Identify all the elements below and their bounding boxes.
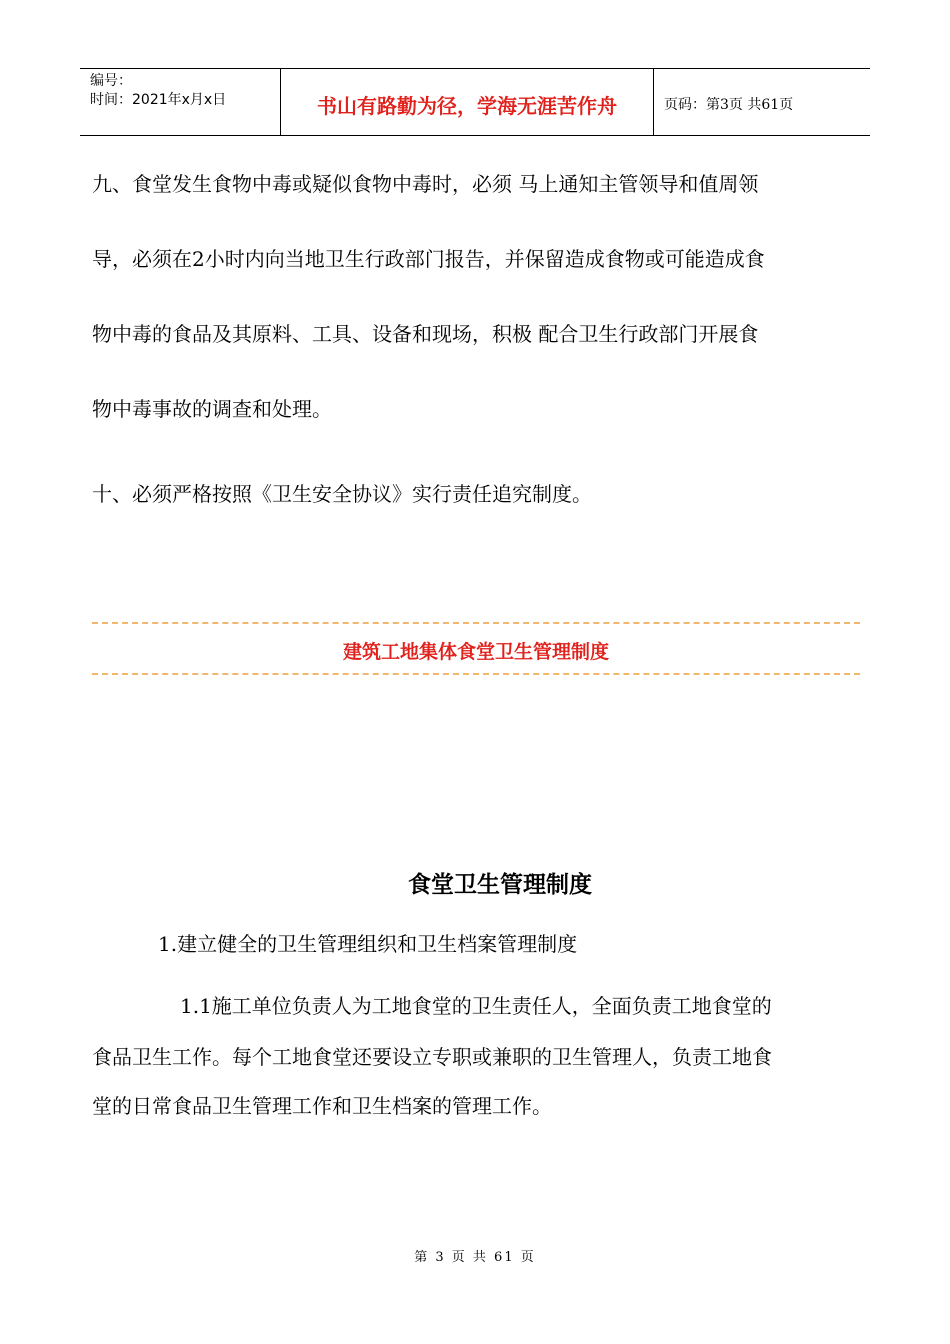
section-divider-top (92, 622, 860, 624)
item9-line3: 物中毒的食品及其原料、工具、设备和现场，积极 配合卫生行政部门开展食 (92, 322, 759, 346)
clause-1-heading: 1.建立健全的卫生管理组织和卫生档案管理制度 (158, 932, 578, 956)
document-number-label: 编号： (90, 73, 132, 89)
page-footer: 第 3 页 共 61 页 (414, 1250, 536, 1265)
item9-line1: 九、食堂发生食物中毒或疑似食物中毒时，必须 马上通知主管领导和值周领 (92, 172, 759, 196)
document-title: 食堂卫生管理制度 (408, 872, 592, 898)
item9-line2: 导，必须在2小时内向当地卫生行政部门报告，并保留造成食物或可能造成食 (92, 247, 765, 271)
item10-paragraph: 十、必须严格按照《卫生安全协议》实行责任追究制度。 (92, 482, 592, 506)
header-motto: 书山有路勤为径，学海无涯苦作舟 (281, 69, 654, 135)
clause-1-1-line2: 食品卫生工作。每个工地食堂还要设立专职或兼职的卫生管理人，负责工地食 (92, 1045, 772, 1069)
section-title: 建筑工地集体食堂卫生管理制度 (342, 641, 609, 663)
header-meta-cell (80, 69, 281, 135)
section-divider-bottom (92, 673, 860, 675)
document-date-label: 时间：2021年x月x日 (90, 92, 227, 108)
item9-line4: 物中毒事故的调查和处理。 (92, 397, 332, 421)
header-page-info: 页码：第3页 共61页 (664, 97, 794, 113)
clause-1-1-line3: 堂的日常食品卫生管理工作和卫生档案的管理工作。 (92, 1094, 552, 1118)
header-table (80, 68, 870, 136)
clause-1-1-line1: 1.1施工单位负责人为工地食堂的卫生责任人，全面负责工地食堂的 (180, 994, 772, 1018)
